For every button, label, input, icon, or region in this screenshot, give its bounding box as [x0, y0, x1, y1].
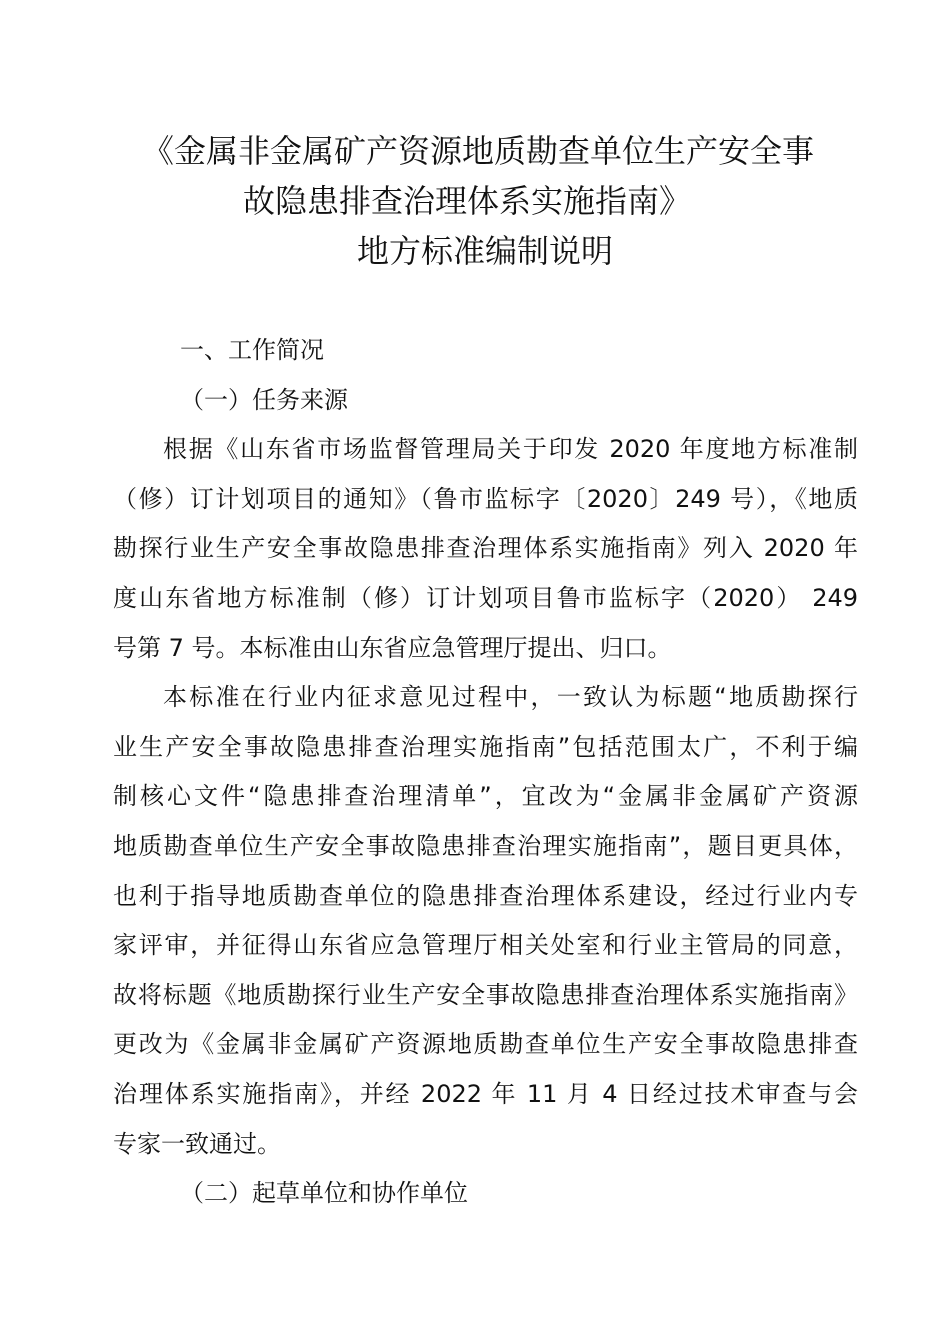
paragraph-title-change — [113, 673, 858, 1169]
section-heading-work-overview: 一、工作简况 — [180, 336, 324, 364]
paragraph-line: 本标准在行业内征求意见过程中，一致认为标题“地质勘探行 — [163, 683, 858, 712]
title-line-1: 《金属非金属矿产资源地质勘查单位生产安全事 — [141, 132, 814, 170]
paragraph-line: 制核心文件“隐患排查治理清单”，宜改为“金属非金属矿产资源 — [113, 782, 858, 811]
subsection-heading-task-source: （一）任务来源 — [180, 385, 348, 414]
paragraph-line: 根据《山东省市场监督管理局关于印发 2020 年度地方标准制 — [163, 435, 858, 464]
paragraph-line: 勘探行业生产安全事故隐患排查治理体系实施指南》列入 2020 年 — [113, 534, 858, 563]
paragraph-line: 家评审，并征得山东省应急管理厅相关处室和行业主管局的同意， — [113, 931, 858, 960]
subsection-heading-drafting-units: （二）起草单位和协作单位 — [180, 1179, 468, 1208]
title-line-2: 故隐患排查治理体系实施指南》 — [242, 182, 691, 220]
paragraph-line: 地质勘查单位生产安全事故隐患排查治理实施指南”，题目更具体， — [113, 831, 858, 860]
paragraph-line: （修）订计划项目的通知》（鲁市监标字〔2020〕249 号），《地质 — [113, 484, 858, 513]
paragraph-line: 治理体系实施指南》，并经 2022 年 11 月 4 日经过技术审查与会 — [113, 1079, 858, 1108]
paragraph-line: 故将标题《地质勘探行业生产安全事故隐患排查治理体系实施指南》 — [113, 980, 858, 1009]
document-title — [100, 126, 870, 276]
document-body — [113, 326, 858, 1219]
paragraph-line: 度山东省地方标准制（修）订计划项目鲁市监标字（2020） 249 — [113, 583, 858, 612]
paragraph-line: 业生产安全事故隐患排查治理实施指南”包括范围太广，不利于编 — [113, 732, 858, 761]
paragraph-task-source — [113, 425, 858, 673]
title-line-3: 地方标准编制说明 — [356, 232, 613, 270]
paragraph-line: 更改为《金属非金属矿产资源地质勘查单位生产安全事故隐患排查 — [113, 1030, 858, 1059]
paragraph-line: 也利于指导地质勘查单位的隐患排查治理体系建设，经过行业内专 — [113, 881, 858, 910]
paragraph-line: 号第 7 号。本标准由山东省应急管理厅提出、归口。 — [113, 633, 672, 662]
paragraph-line: 专家一致通过。 — [113, 1129, 281, 1158]
